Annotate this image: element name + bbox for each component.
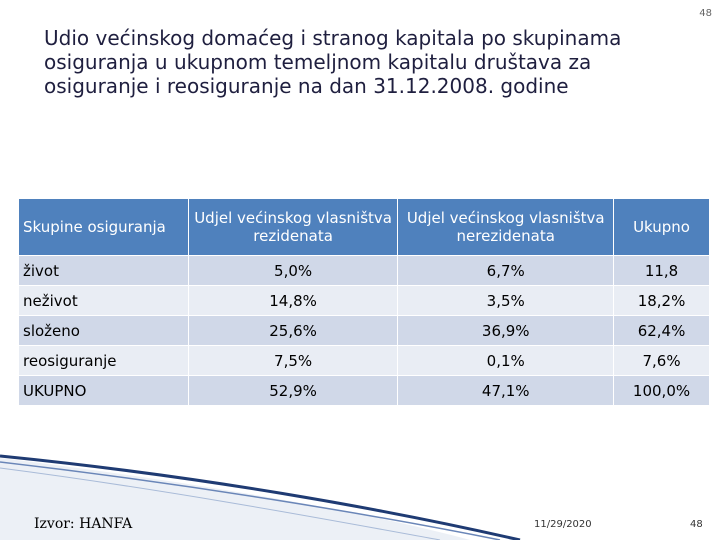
table-row xyxy=(19,256,710,286)
slide-date: 11/29/2020 xyxy=(534,519,592,530)
slide-title: Udio većinskog domaćeg i stranog kapitala po skupinama osiguranja u ukupnom temeljnom kapitalu društava za osiguranje i reosiguranje na dan 31.12.2008. godine xyxy=(44,26,622,98)
source-label: Izvor: HANFA xyxy=(34,516,133,532)
cell-rezidenti: 7,5% xyxy=(188,346,398,376)
cell-nerezidenti: 36,9% xyxy=(398,316,614,346)
cell-ukupno: 7,6% xyxy=(614,346,710,376)
cell-ukupno: 11,8 xyxy=(614,256,710,286)
capital-share-table xyxy=(18,198,710,406)
table-row xyxy=(19,346,710,376)
row-label: neživot xyxy=(19,286,189,316)
header-rezidenti: Udjel većinskog vlasništva rezidenata xyxy=(188,199,398,256)
table-row xyxy=(19,286,710,316)
cell-ukupno: 18,2% xyxy=(614,286,710,316)
cell-nerezidenti: 3,5% xyxy=(398,286,614,316)
cell-rezidenti: 52,9% xyxy=(188,376,398,406)
cell-rezidenti: 5,0% xyxy=(188,256,398,286)
corner-page-number: 48 xyxy=(699,8,712,19)
cell-ukupno: 100,0% xyxy=(614,376,710,406)
row-label: reosiguranje xyxy=(19,346,189,376)
table-header-row xyxy=(19,199,710,256)
header-ukupno: Ukupno xyxy=(614,199,710,256)
cell-nerezidenti: 47,1% xyxy=(398,376,614,406)
row-label: život xyxy=(19,256,189,286)
header-nerezidenti: Udjel većinskog vlasništva nerezidenata xyxy=(398,199,614,256)
cell-nerezidenti: 0,1% xyxy=(398,346,614,376)
row-label: složeno xyxy=(19,316,189,346)
table-row-total xyxy=(19,376,710,406)
page-number: 48 xyxy=(690,519,703,530)
cell-ukupno: 62,4% xyxy=(614,316,710,346)
header-skupine: Skupine osiguranja xyxy=(19,199,189,256)
cell-rezidenti: 14,8% xyxy=(188,286,398,316)
table-row xyxy=(19,316,710,346)
row-label: UKUPNO xyxy=(19,376,189,406)
cell-rezidenti: 25,6% xyxy=(188,316,398,346)
cell-nerezidenti: 6,7% xyxy=(398,256,614,286)
